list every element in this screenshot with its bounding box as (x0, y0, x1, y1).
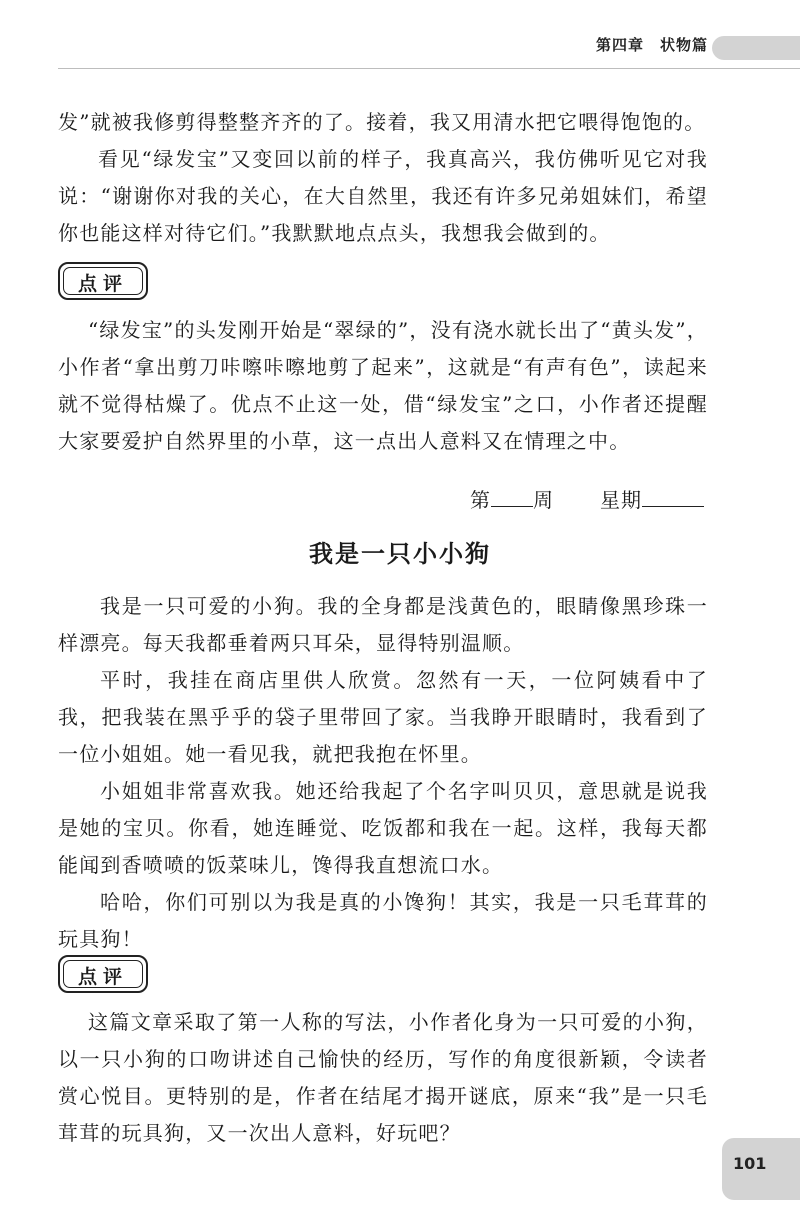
week-prefix: 第 (470, 488, 491, 512)
story2-paragraph-3: 小姐姐非常喜欢我。她还给我起了个名字叫贝贝，意思就是说我是她的宝贝。你看，她连睡觉、吃饭都和我在一起。这样，我每天都能闻到香喷喷的饭菜味儿，馋得我直想流口水。 (58, 779, 708, 877)
week-fill-line (470, 484, 704, 513)
story1-paragraph-2: 看见“绿发宝”又变回以前的样子，我真高兴，我仿佛听见它对我说：“谢谢你对我的关心，在大自然里，我还有许多兄弟姐妹们，希望你也能这样对待它们。”我默默地点点头，我想我会做到的。 (58, 147, 708, 245)
comment2-text: 这篇文章采取了第一人称的写法，小作者化身为一只可爱的小狗，以一只小狗的口吻讲述自己愉快的经历，写作的角度很新颖，令读者赏心悦目。更特别的是，作者在结尾才揭开谜底，原来“我”是一只毛茸茸的玩具狗，又一次出人意料，好玩吧？ (58, 1010, 708, 1145)
comment2-badge (58, 955, 148, 993)
story2-title: 我是一只小小狗 (309, 540, 491, 568)
page-number: 101 (733, 1154, 767, 1173)
comment1-badge (58, 262, 148, 300)
week-number-blank (491, 484, 533, 507)
weekday-word: 星期 (600, 488, 642, 512)
header-tab-decoration (712, 36, 800, 60)
chapter-header: 第四章 状物篇 (596, 36, 709, 54)
week-word: 周 (533, 488, 554, 512)
story1-paragraph-1: 发”就被我修剪得整整齐齐的了。接着，我又用清水把它喂得饱饱的。 (58, 110, 706, 134)
story2-paragraph-2: 平时，我挂在商店里供人欣赏。忽然有一天，一位阿姨看中了我，把我装在黑乎乎的袋子里带回了家。当我睁开眼睛时，我看到了一位小姐姐。她一看见我，就把我抱在怀里。 (58, 668, 708, 766)
comment2-label: 点评 (77, 966, 128, 988)
header-divider (58, 68, 800, 69)
story2-paragraph-4: 哈哈，你们可别以为我是真的小馋狗！其实，我是一只毛茸茸的玩具狗！ (58, 890, 708, 951)
comment1-text: “绿发宝”的头发刚开始是“翠绿的”，没有浇水就长出了“黄头发”，小作者“拿出剪刀咔嚓咔嚓地剪了起来”，这就是“有声有色”，读起来就不觉得枯燥了。优点不止这一处，借“绿发宝”之口，小作者还提醒大家要爱护自然界里的小草，这一点出人意料又在情理之中。 (58, 318, 708, 453)
story2-paragraph-1: 我是一只可爱的小狗。我的全身都是浅黄色的，眼睛像黑珍珠一样漂亮。每天我都垂着两只耳朵，显得特别温顺。 (58, 594, 708, 655)
comment1-label: 点评 (77, 273, 128, 295)
weekday-blank (642, 484, 704, 507)
